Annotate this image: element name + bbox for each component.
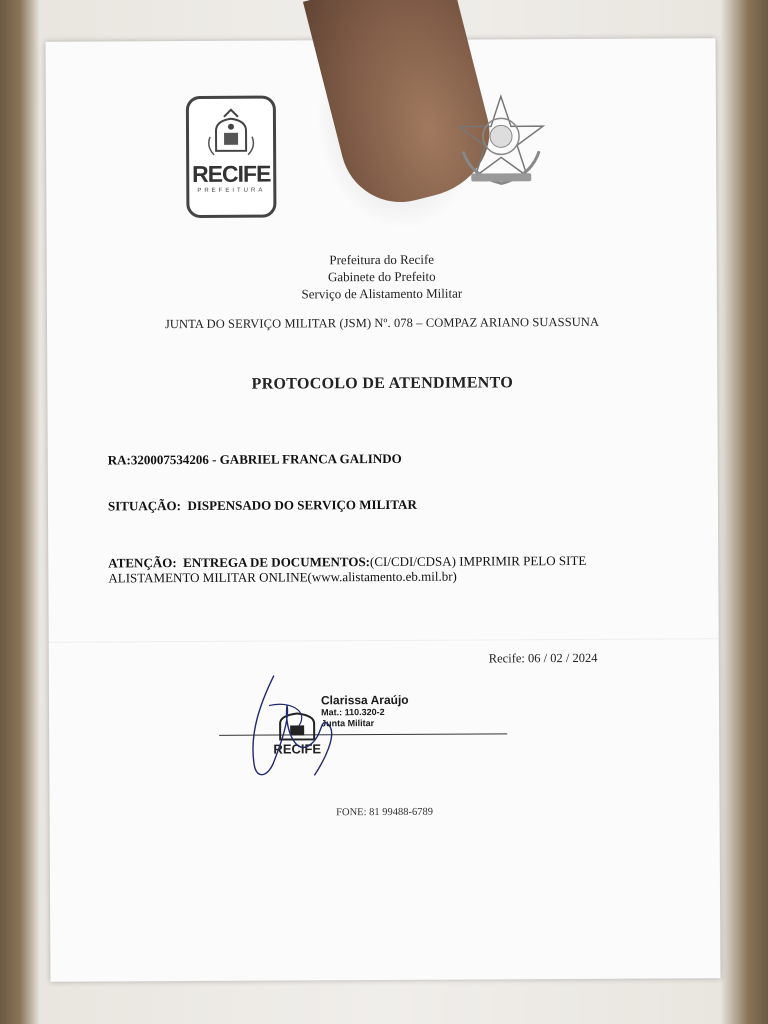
recife-logo bbox=[186, 96, 277, 218]
header-line-1: Prefeitura do Recife bbox=[329, 251, 435, 268]
recife-crest-icon bbox=[206, 107, 256, 159]
signature-area bbox=[219, 664, 520, 786]
signer-junta: Junta Militar bbox=[321, 718, 375, 729]
paper-fold bbox=[49, 638, 719, 643]
atencao-text-2: ALISTAMENTO MILITAR ONLINE(www.alistamento.eb.mil.br) bbox=[108, 568, 457, 586]
handwritten-signature bbox=[229, 665, 360, 786]
brazil-coat-of-arms-icon bbox=[451, 91, 552, 192]
header-line-2: Gabinete do Prefeito bbox=[327, 268, 436, 285]
svg-text:RECIFE: RECIFE bbox=[273, 741, 322, 757]
jsm-line: JUNTA DO SERVIÇO MILITAR (JSM) Nº. 078 – COMPAZ ARIANO SUASSUNA bbox=[164, 314, 600, 332]
document-title: PROTOCOLO DE ATENDIMENTO bbox=[251, 374, 514, 393]
document-page bbox=[46, 38, 721, 981]
signer-mat: Mat.: 110.320-2 bbox=[321, 706, 385, 718]
phone-line: FONE: 81 99488-6789 bbox=[336, 806, 434, 819]
situacao-value: DISPENSADO DO SERVIÇO MILITAR bbox=[187, 496, 417, 514]
atencao-block bbox=[108, 553, 586, 586]
atencao-bold: ENTREGA DE DOCUMENTOS: bbox=[183, 554, 371, 571]
situacao-label: SITUAÇÃO: bbox=[107, 498, 181, 514]
header-line-3: Serviço de Alistamento Militar bbox=[301, 285, 463, 302]
recife-sub: PREFEITURA bbox=[197, 187, 266, 194]
date-line: Recife: 06 / 02 / 2024 bbox=[488, 650, 598, 666]
signer-name: Clarissa Araújo bbox=[320, 692, 409, 708]
atencao-text-1: (CI/CDI/CDSA) IMPRIMIR PELO SITE bbox=[369, 552, 587, 570]
ra-line: RA:320007534206 - GABRIEL FRANCA GALINDO bbox=[107, 450, 402, 468]
atencao-label: ATENÇÃO: bbox=[108, 555, 177, 571]
recife-wordmark: RECIFE bbox=[191, 160, 271, 187]
situacao-line bbox=[108, 497, 417, 515]
